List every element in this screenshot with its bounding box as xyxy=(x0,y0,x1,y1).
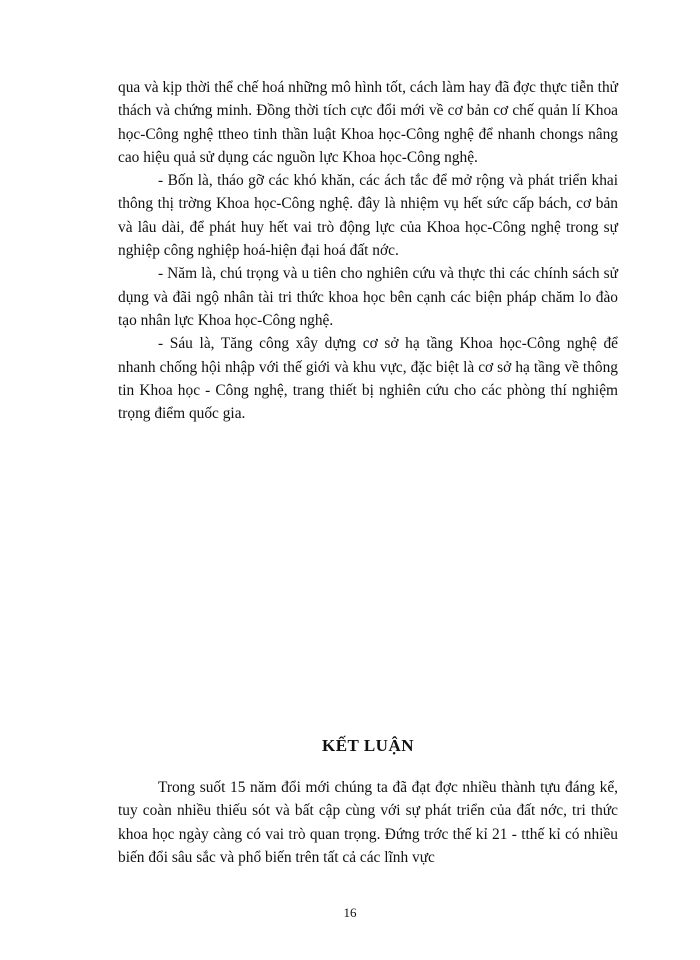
paragraph-point-four: - Bốn là, tháo gỡ các khó khăn, các ách tắc để mở rộng và phát triển khai thông thị trờng Khoa học-Công nghệ. đây là nhiệm vụ hết sức cấp bách, cơ bản và lâu dài, để phát huy hết vai trò động lực của Khoa học-Công nghệ trong sự nghiệp công nghiệp hoá-hiện đại hoá đất nớc. xyxy=(118,172,618,260)
conclusion-heading: KẾT LUẬN xyxy=(321,736,414,755)
conclusion-paragraph: Trong suốt 15 năm đổi mới chúng ta đã đạt đợc nhiều thành tựu đáng kể, tuy coàn nhiều thiếu sót và bất cập cùng với sự phát triển của đất nớc, tri thức khoa học ngày càng có vai trò quan trọng. Đứng trớc thế kỉ 21 - tthế kỉ có nhiều biến đổi sâu sắc và phổ biến trên tất cả các lĩnh vực xyxy=(118,779,618,866)
body-text-upper xyxy=(118,76,618,425)
paragraph-point-five: - Năm là, chú trọng và u tiên cho nghiên cứu và thực thi các chính sách sử dụng và đãi ngộ nhân tài tri thức khoa học bên cạnh các biện pháp chăm lo đào tạo nhân lực Khoa học-Công nghệ. xyxy=(118,265,618,329)
paragraph-continuation: qua và kịp thời thể chế hoá những mô hình tốt, cách làm hay đã đợc thực tiễn thử thách và chứng minh. Đồng thời tích cực đổi mới về cơ bản cơ chế quản lí Khoa học-Công nghệ ttheo tinh thần luật Khoa học-Công nghệ để nhanh chongs nâng cao hiệu quả sử dụng các nguồn lực Khoa học-Công nghệ. xyxy=(118,79,618,166)
body-text-conclusion xyxy=(118,776,618,869)
page-number: 16 xyxy=(343,905,357,920)
paragraph-point-six: - Sáu là, Tăng công xây dựng cơ sở hạ tầng Khoa học-Công nghệ để nhanh chống hội nhập với thế giới và khu vực, đặc biệt là cơ sở hạ tầng về thông tin Khoa học - Công nghệ, trang thiết bị nghiên cứu cho các phòng thí nghiệm trọng điểm quốc gia. xyxy=(118,335,618,423)
